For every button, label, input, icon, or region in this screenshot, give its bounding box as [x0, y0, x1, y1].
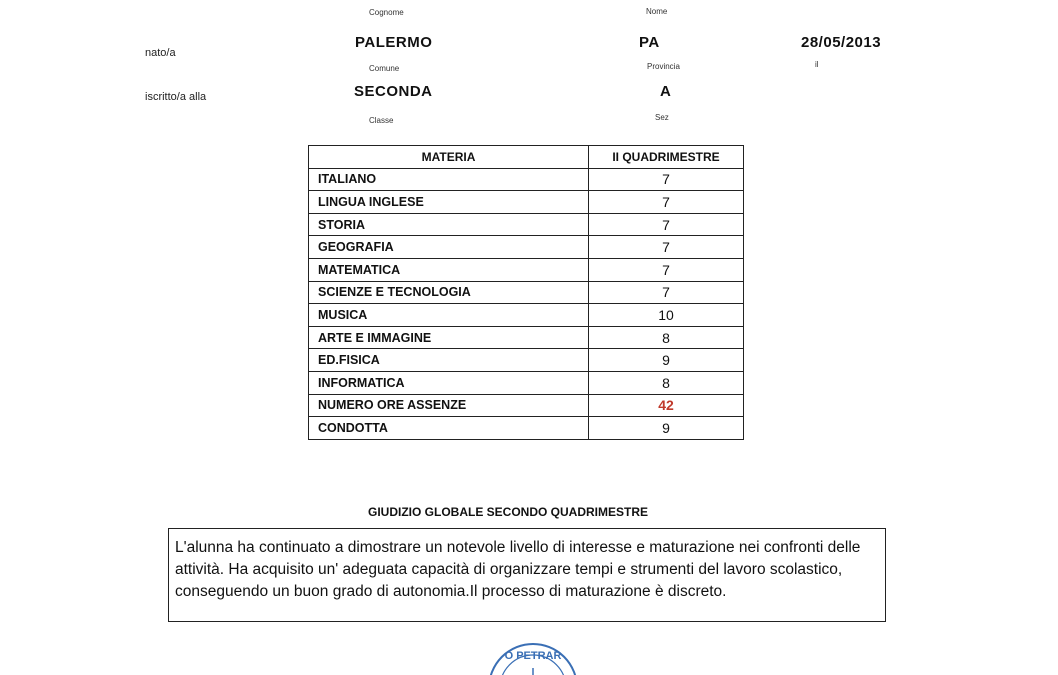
table-row — [309, 304, 744, 327]
table-row — [309, 417, 744, 440]
judgment-text: L'alunna ha continuato a dimostrare un notevole livello di interesse e maturazione nei confronti delle attività. Ha acquisito un' adeguata capacità di organizzare tempi e strumenti del lavoro scolastico, conseguendo un buon grado di autonomia.Il processo di maturazione è discreto. — [168, 528, 886, 622]
grade-cell: 7 — [589, 236, 744, 259]
term-column-header: II QUADRIMESTRE — [589, 146, 744, 169]
subject-cell: SCIENZE E TECNOLOGIA — [309, 281, 589, 304]
grade-cell: 9 — [589, 349, 744, 372]
table-row — [309, 349, 744, 372]
class-caption: Classe — [369, 116, 394, 125]
section-value: A — [660, 83, 672, 100]
judgment-heading: GIUDIZIO GLOBALE SECONDO QUADRIMESTRE — [368, 505, 649, 519]
subject-cell: MATEMATICA — [309, 258, 589, 281]
table-row — [309, 213, 744, 236]
city-caption: Comune — [369, 64, 400, 73]
grade-cell: 8 — [589, 326, 744, 349]
grade-cell: 7 — [589, 213, 744, 236]
subject-column-header: MATERIA — [309, 146, 589, 169]
subject-cell: STORIA — [309, 213, 589, 236]
name-caption: Nome — [646, 7, 668, 16]
grade-cell: 9 — [589, 417, 744, 440]
grade-cell: 10 — [589, 304, 744, 327]
table-row — [309, 371, 744, 394]
school-stamp — [478, 640, 588, 675]
il-label: il — [815, 60, 819, 69]
class-value: SECONDA — [354, 83, 433, 100]
subject-cell: MUSICA — [309, 304, 589, 327]
subject-cell: CONDOTTA — [309, 417, 589, 440]
table-row — [309, 168, 744, 191]
subject-cell: INFORMATICA — [309, 371, 589, 394]
grades-header-row — [309, 146, 744, 169]
table-row — [309, 258, 744, 281]
province-value: PA — [639, 34, 660, 51]
birth-date-value: 28/05/2013 — [801, 34, 882, 51]
subject-cell: GEOGRAFIA — [309, 236, 589, 259]
stamp-text: O PETRAR — [504, 650, 562, 662]
absence-hours-cell: 42 — [589, 394, 744, 417]
grades-table — [308, 145, 744, 440]
city-value: PALERMO — [355, 34, 433, 51]
subject-cell: LINGUA INGLESE — [309, 191, 589, 214]
section-caption: Sez — [655, 113, 669, 122]
grade-cell: 7 — [589, 191, 744, 214]
grade-cell: 7 — [589, 168, 744, 191]
grade-cell: 8 — [589, 371, 744, 394]
subject-cell: ARTE E IMMAGINE — [309, 326, 589, 349]
subject-cell: ED.FISICA — [309, 349, 589, 372]
subject-cell: NUMERO ORE ASSENZE — [309, 394, 589, 417]
table-row — [309, 394, 744, 417]
born-label: nato/a — [145, 47, 176, 59]
subject-cell: ITALIANO — [309, 168, 589, 191]
province-caption: Provincia — [647, 62, 680, 71]
grade-cell: 7 — [589, 281, 744, 304]
table-row — [309, 281, 744, 304]
grade-cell: 7 — [589, 258, 744, 281]
table-row — [309, 191, 744, 214]
surname-caption: Cognome — [369, 8, 404, 17]
table-row — [309, 236, 744, 259]
table-row — [309, 326, 744, 349]
enrolled-label: iscritto/a alla — [145, 91, 207, 103]
